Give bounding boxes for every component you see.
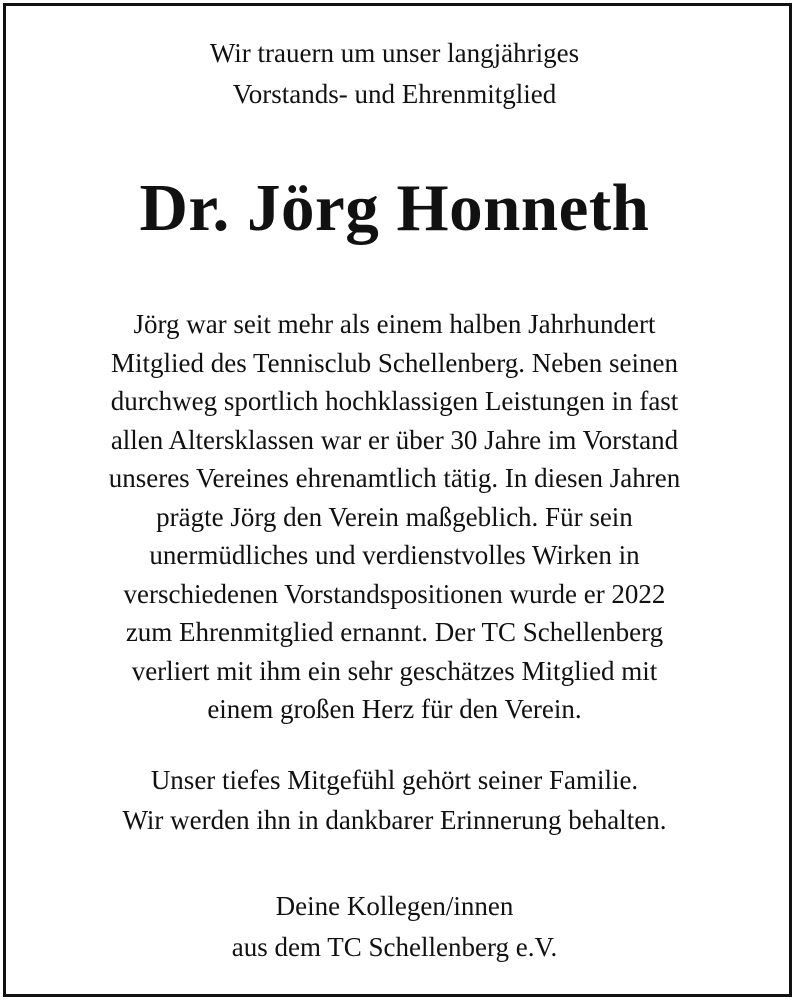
tribute-text [0,305,789,729]
deceased-name: Dr. Jörg Honneth [139,171,650,245]
signature [0,886,789,968]
tribute-line: einem großen Herz für den Verein. [207,694,582,724]
condolence-line: Wir werden ihn in dankbarer Erinnerung behalten. [122,805,667,835]
tribute-line: allen Altersklassen war er über 30 Jahre im Vorstand [110,424,679,455]
signature-line: aus dem TC Schellenberg e.V. [231,932,558,962]
condolence-line: Unser tiefes Mitgefühl gehört seiner Familie. [150,765,639,795]
tribute-line: unseres Vereines ehrenamtlich tätig. In diesen Jahren [108,463,681,493]
tribute-line: verliert mit ihm ein sehr geschätzes Mitglied mit [131,655,658,686]
intro-line: Wir trauern um unser langjähriges [209,38,580,68]
signature-line: Deine Kollegen/innen [275,891,514,921]
tribute-line: unermüdliches und verdienstvolles Wirken in [149,540,640,570]
tribute-line: prägte Jörg den Verein maßgeblich. Für sein [156,501,633,532]
tribute-line: verschiedenen Vorstandspositionen wurde er 2022 [123,578,666,609]
tribute-line: durchweg sportlich hochklassigen Leistungen in fast [110,386,679,416]
intro-line: Vorstands- und Ehrenmitglied [232,79,557,109]
tribute-line: zum Ehrenmitglied ernannt. Der TC Schellenberg [125,617,664,647]
tribute-line: Mitglied des Tennisclub Schellenberg. Neben seinen [111,347,678,378]
intro-text [0,33,789,115]
condolence-text [0,760,789,840]
tribute-line: Jörg war seit mehr als einem halben Jahrhundert [133,309,656,339]
